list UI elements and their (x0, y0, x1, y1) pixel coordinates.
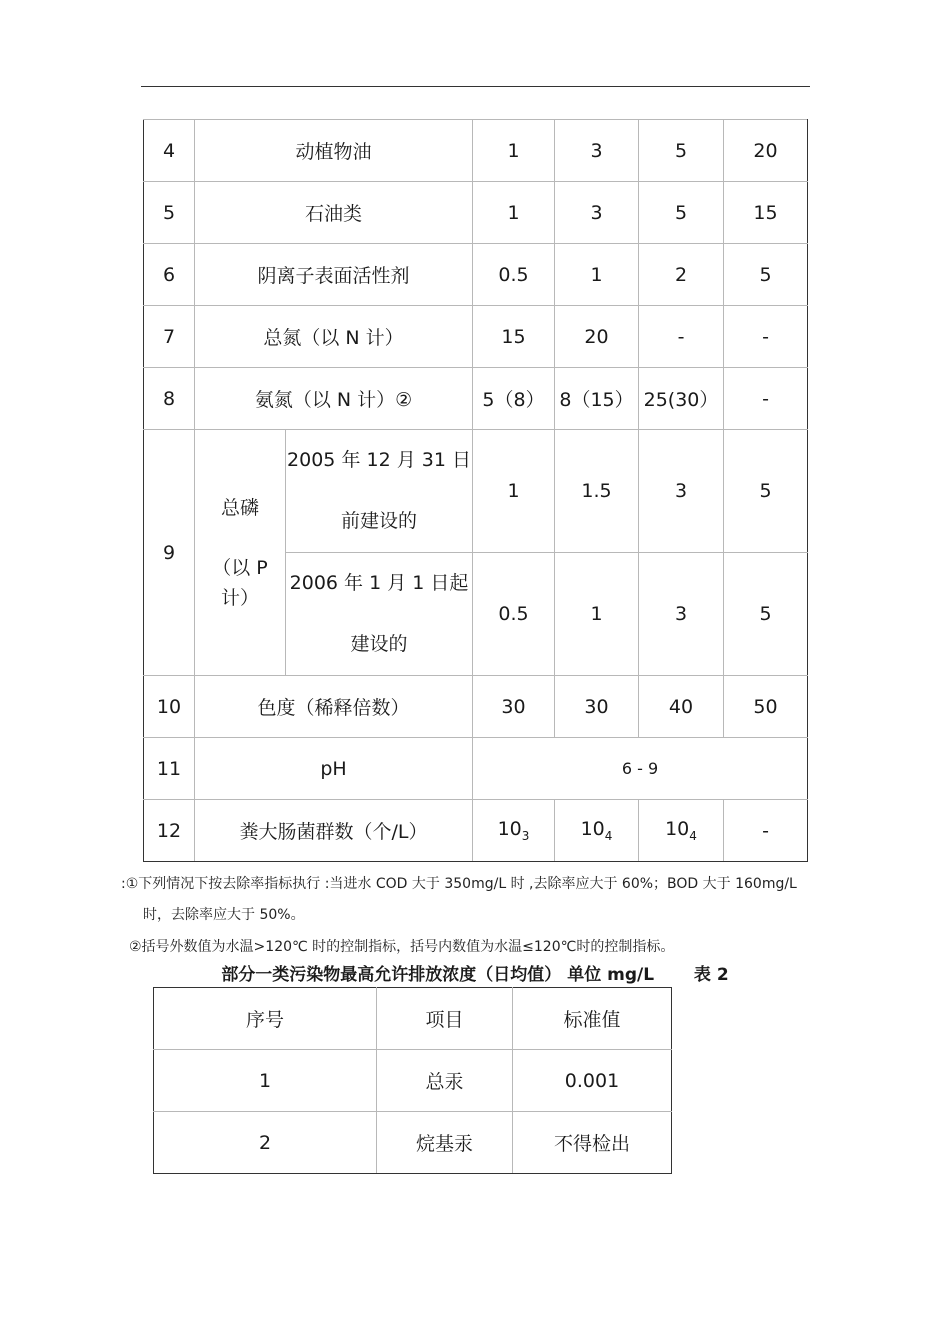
row-number: 5 (144, 182, 195, 244)
subitem-line: 2005 年 12 月 31 日 (287, 449, 471, 471)
value-cell: 5 (639, 120, 724, 182)
value-cell: 1 (555, 553, 639, 676)
value-cell: 50 (724, 676, 808, 738)
row-number: 7 (144, 306, 195, 368)
value-cell: 3 (639, 430, 724, 553)
row-subitem (286, 553, 473, 676)
header-rule (141, 86, 810, 87)
row-item: 氨氮（以 N 计）② (195, 368, 473, 430)
table2-caption (0, 960, 950, 985)
column-header: 标准值 (513, 988, 672, 1050)
table-cell: 2 (154, 1112, 377, 1174)
value-cell: 8（15） (555, 368, 639, 430)
value-cell: 0.5 (473, 244, 555, 306)
table-cell: 不得检出 (513, 1112, 672, 1174)
column-header: 序号 (154, 988, 377, 1050)
column-header: 项目 (377, 988, 513, 1050)
item-line: 总磷 (220, 496, 259, 519)
value-cell: 5（8） (473, 368, 555, 430)
table2-label: 表 2 (693, 965, 729, 985)
value-cell (473, 800, 555, 862)
row-number: 9 (144, 430, 195, 676)
row-number: 10 (144, 676, 195, 738)
footnote-1-continued: 时，去除率应大于 50%。 (143, 907, 305, 923)
ph-range-value: 6 - 9 (473, 738, 808, 800)
table-row (144, 182, 808, 244)
value-cell: 15 (473, 306, 555, 368)
value-cell: - (724, 368, 808, 430)
row-item: 粪大肠菌群数（个/L） (195, 800, 473, 862)
value-cell: 5 (724, 244, 808, 306)
value-base: 10 (580, 818, 605, 841)
value-cell: 1 (473, 182, 555, 244)
value-cell: 5 (724, 430, 808, 553)
value-cell: 3 (555, 182, 639, 244)
row-number: 11 (144, 738, 195, 800)
table-row (144, 676, 808, 738)
table-cell: 烷基汞 (377, 1112, 513, 1174)
value-cell (639, 800, 724, 862)
table-row (144, 430, 808, 553)
subitem-line: 前建设的 (341, 510, 418, 532)
value-cell: 30 (555, 676, 639, 738)
table-row (154, 1050, 672, 1112)
table-row (144, 120, 808, 182)
row-number: 8 (144, 368, 195, 430)
item-line: 计） (220, 586, 259, 609)
row-number: 12 (144, 800, 195, 862)
value-exponent: 4 (604, 828, 613, 843)
discharge-standard-table (143, 119, 808, 862)
value-cell: 20 (724, 120, 808, 182)
value-cell: 5 (639, 182, 724, 244)
value-cell: 25(30） (639, 368, 724, 430)
table-cell: 总汞 (377, 1050, 513, 1112)
class1-pollutant-table (153, 987, 672, 1174)
row-item: 石油类 (195, 182, 473, 244)
table-row (144, 368, 808, 430)
row-item: 色度（稀释倍数） (195, 676, 473, 738)
table-cell: 1 (154, 1050, 377, 1112)
table-row (144, 738, 808, 800)
value-cell: 30 (473, 676, 555, 738)
row-item (195, 430, 286, 676)
subitem-line: 建设的 (350, 633, 408, 655)
value-exponent: 3 (521, 828, 530, 843)
table-header-row (154, 988, 672, 1050)
value-cell (555, 800, 639, 862)
value-cell: 15 (724, 182, 808, 244)
row-item: 阴离子表面活性剂 (195, 244, 473, 306)
subitem-line: 2006 年 1 月 1 日起 (289, 572, 469, 594)
value-base: 10 (665, 818, 690, 841)
table-cell: 0.001 (513, 1050, 672, 1112)
value-cell: 3 (555, 120, 639, 182)
value-cell: 3 (639, 553, 724, 676)
table-row (154, 1112, 672, 1174)
table-row (144, 306, 808, 368)
row-item: 动植物油 (195, 120, 473, 182)
footnote-1: :①下列情况下按去除率指标执行 :当进水 COD 大于 350mg/L 时 ,去除率应大于 60%；BOD 大于 160mg/L (121, 876, 797, 892)
footnote-2: ②括号外数值为水温>120℃ 时的控制指标，括号内数值为水温≤120℃时的控制指标。 (129, 939, 675, 955)
value-cell: - (724, 800, 808, 862)
value-cell: 2 (639, 244, 724, 306)
value-exponent: 4 (689, 828, 697, 843)
value-cell: 40 (639, 676, 724, 738)
value-cell: 20 (555, 306, 639, 368)
row-number: 4 (144, 120, 195, 182)
row-item: 总氮（以 N 计） (195, 306, 473, 368)
row-number: 6 (144, 244, 195, 306)
item-line: （以 P (212, 556, 268, 579)
value-cell: 1 (555, 244, 639, 306)
value-cell: 5 (724, 553, 808, 676)
value-cell: 1 (473, 120, 555, 182)
table-row (144, 244, 808, 306)
value-cell: - (639, 306, 724, 368)
value-cell: 1 (473, 430, 555, 553)
table-row (144, 800, 808, 862)
value-base: 10 (497, 818, 522, 841)
row-item: pH (195, 738, 473, 800)
value-cell: - (724, 306, 808, 368)
table2-title: 部分一类污染物最高允许排放浓度（日均值） 单位 mg/L (221, 965, 655, 985)
row-subitem (286, 430, 473, 553)
value-cell: 1.5 (555, 430, 639, 553)
value-cell: 0.5 (473, 553, 555, 676)
